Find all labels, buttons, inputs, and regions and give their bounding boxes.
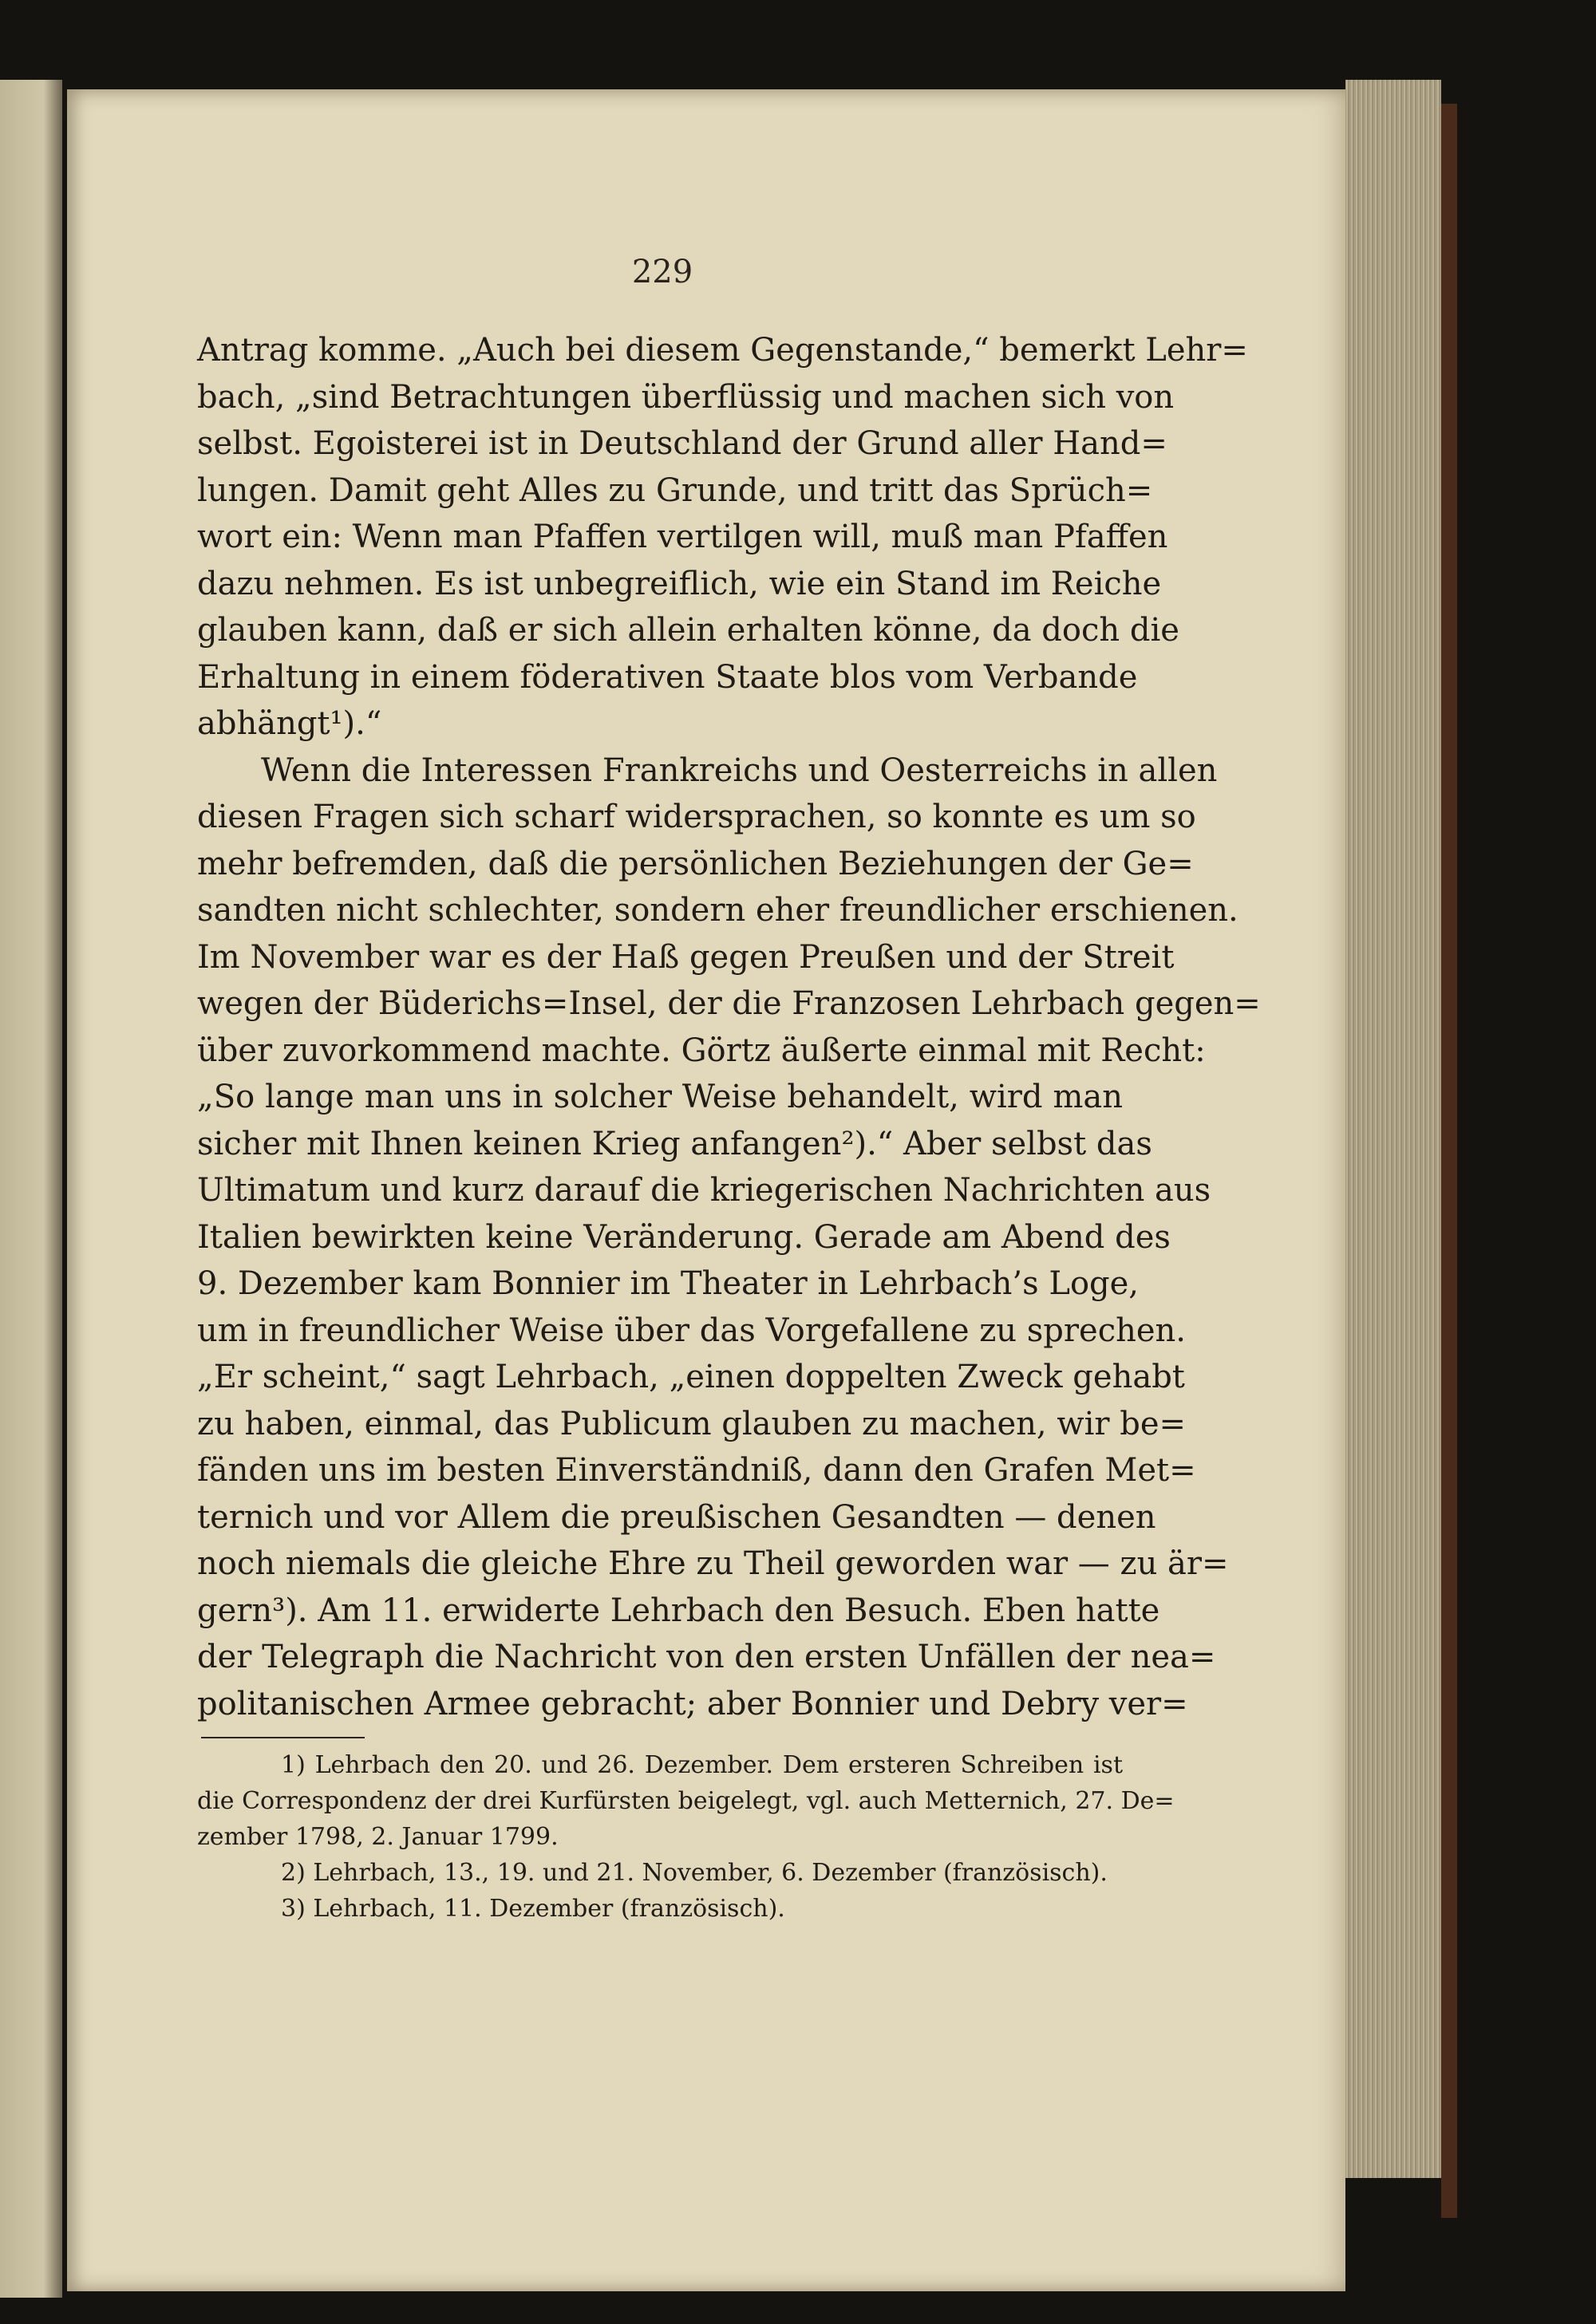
text-line: lungen. Damit geht Alles zu Grunde, und tritt das Sprüch= xyxy=(197,472,1153,509)
text-line: fänden uns im besten Einverständniß, dann den Grafen Met= xyxy=(197,1452,1196,1489)
text-line: der Telegraph die Nachricht von den ersten Unfällen der nea= xyxy=(197,1639,1216,1675)
text-line: abhängt¹).“ xyxy=(197,705,382,742)
body-text xyxy=(197,327,1261,1727)
text-line: dazu nehmen. Es ist unbegreiflich, wie ein Stand im Reiche xyxy=(197,565,1162,602)
text-line: „Er scheint,“ sagt Lehrbach, „einen doppelten Zweck gehabt xyxy=(197,1359,1185,1395)
text-line: „So lange man uns in solcher Weise behandelt, wird man xyxy=(197,1079,1123,1115)
text-line: Ultimatum und kurz darauf die kriegerischen Nachrichten aus xyxy=(197,1172,1211,1209)
text-line: Wenn die Interessen Frankreichs und Oesterreichs in allen xyxy=(261,752,1218,789)
footnote-line: zember 1798, 2. Januar 1799. xyxy=(197,1823,559,1851)
text-line: gern³). Am 11. erwiderte Lehrbach den Besuch. Eben hatte xyxy=(197,1592,1160,1629)
footnote-line: die Correspondenz der drei Kurfürsten beigelegt, vgl. auch Metternich, 27. De= xyxy=(197,1787,1175,1815)
page-number: 229 xyxy=(631,254,693,290)
text-line: bach, „sind Betrachtungen überflüssig und machen sich von xyxy=(197,378,1175,416)
facing-page-edge xyxy=(0,80,62,2298)
footnote-line: 3) Lehrbach, 11. Dezember (französisch). xyxy=(281,1895,785,1923)
text-line: zu haben, einmal, das Publicum glauben zu machen, wir be= xyxy=(197,1405,1187,1442)
footnotes xyxy=(197,1747,1175,1927)
text-line: sandten nicht schlechter, sondern eher freundlicher erschienen. xyxy=(197,892,1238,929)
text-line: politanischen Armee gebracht; aber Bonnier und Debry ver= xyxy=(197,1685,1188,1722)
text-line: sicher mit Ihnen keinen Krieg anfangen²).“ Aber selbst das xyxy=(197,1125,1152,1162)
footnote-line: 1) Lehrbach den 20. und 26. Dezember. Dem ersteren Schreiben ist xyxy=(281,1751,1123,1779)
text-line: Erhaltung in einem föderativen Staate blos vom Verbande xyxy=(197,658,1138,696)
text-line: über zuvorkommend machte. Görtz äußerte einmal mit Recht: xyxy=(197,1032,1206,1069)
text-line: Italien bewirkten keine Veränderung. Gerade am Abend des xyxy=(197,1218,1171,1256)
text-line: ternich und vor Allem die preußischen Gesandten — denen xyxy=(197,1498,1156,1536)
text-line: selbst. Egoisterei ist in Deutschland der Grund aller Hand= xyxy=(197,425,1167,462)
text-line: Antrag komme. „Auch bei diesem Gegenstande,“ bemerkt Lehr= xyxy=(197,332,1248,369)
text-line: Im November war es der Haß gegen Preußen und der Streit xyxy=(197,938,1175,976)
footnote-divider xyxy=(201,1737,365,1738)
text-line: mehr befremden, daß die persönlichen Beziehungen der Ge= xyxy=(197,845,1194,882)
text-line: diesen Fragen sich scharf widersprachen, so konnte es um so xyxy=(197,799,1196,835)
text-line: wegen der Büderichs=Insel, der die Franzosen Lehrbach gegen= xyxy=(197,985,1261,1022)
text-line: wort ein: Wenn man Pfaffen vertilgen will, muß man Pfaffen xyxy=(197,519,1168,555)
text-line: um in freundlicher Weise über das Vorgefallene zu sprechen. xyxy=(197,1312,1187,1349)
text-line: glauben kann, daß er sich allein erhalten könne, da doch die xyxy=(197,612,1179,649)
footnote-line: 2) Lehrbach, 13., 19. und 21. November, 6. Dezember (französisch). xyxy=(281,1859,1108,1887)
book-cover-edge xyxy=(1441,104,1457,2218)
text-line: noch niemals die gleiche Ehre zu Theil geworden war — zu är= xyxy=(197,1545,1229,1582)
text-line: 9. Dezember kam Bonnier im Theater in Lehrbach’s Loge, xyxy=(197,1265,1140,1302)
page-stack-edges xyxy=(1345,80,1441,2178)
